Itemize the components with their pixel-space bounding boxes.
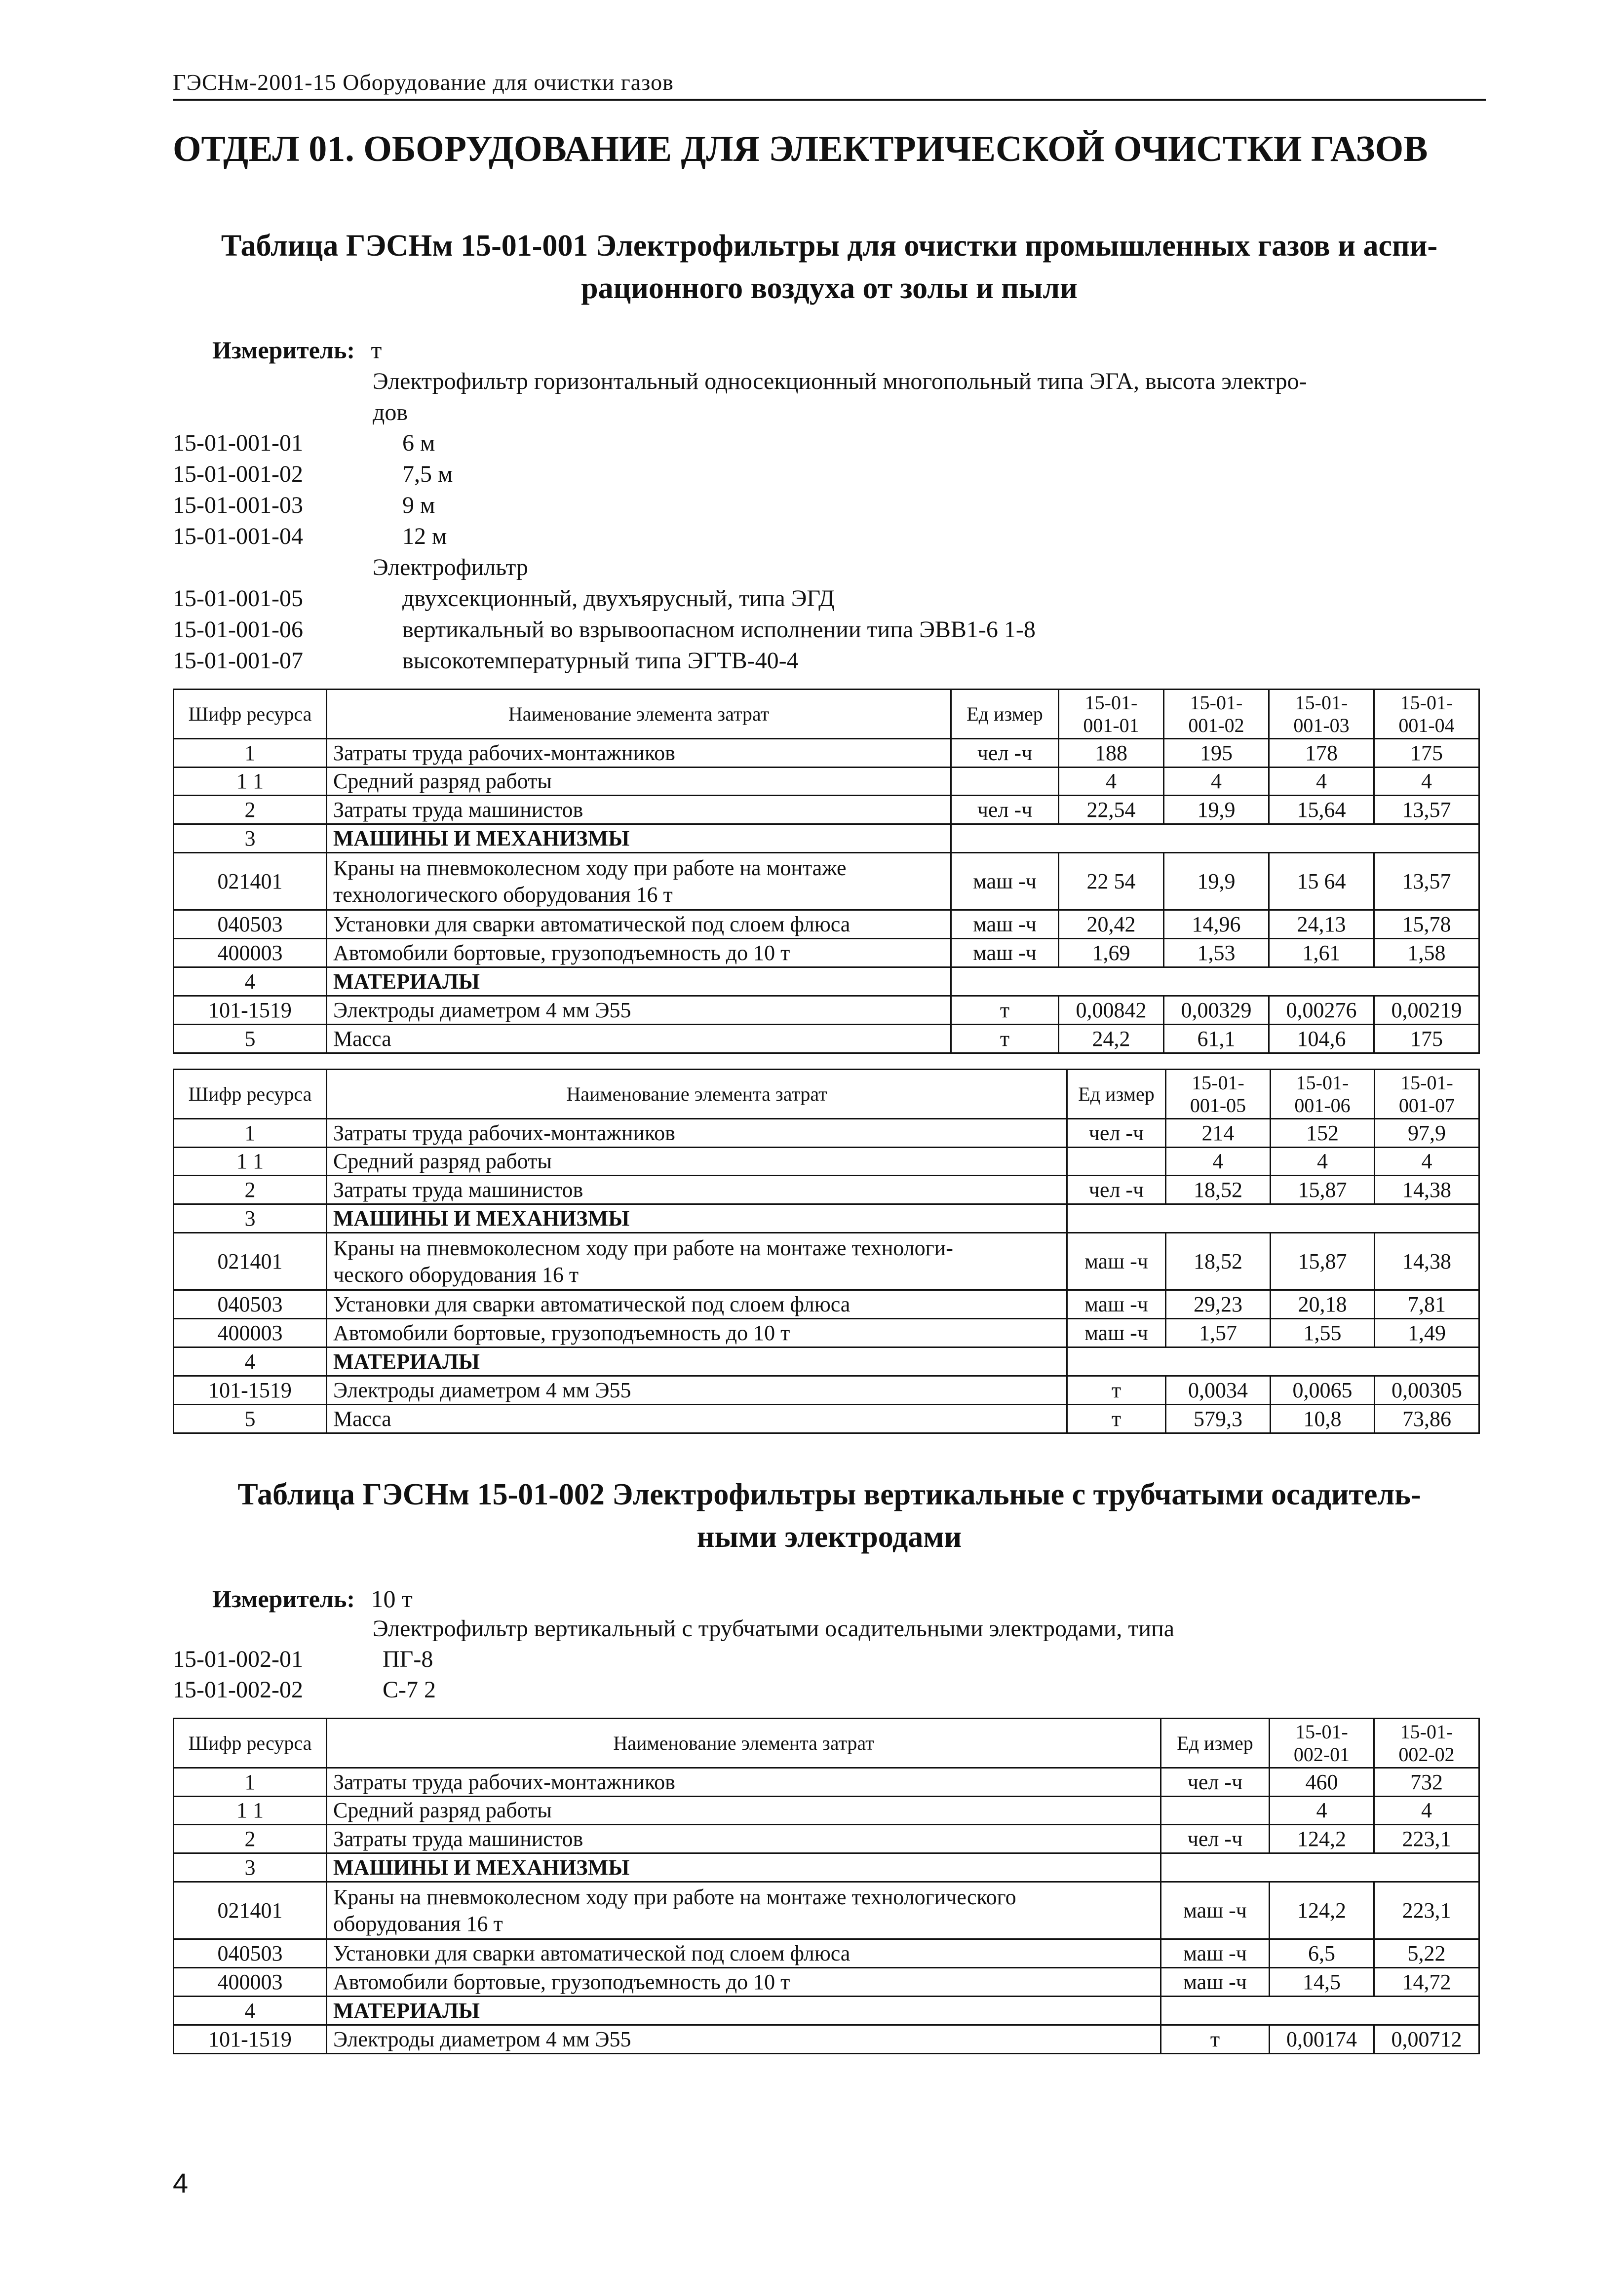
cell-value: 4: [1164, 768, 1269, 796]
cell-name: Установки для сварки автоматической под слоем флюса: [327, 1939, 1161, 1968]
cell-value: 14,5: [1270, 1968, 1374, 1997]
header-norm-code: 15-01- 001-04: [1374, 690, 1479, 739]
header-unit: Ед измер: [1067, 1070, 1166, 1119]
cell-value: 4: [1270, 1797, 1374, 1825]
cell-name: Электроды диаметром 4 мм Э55: [327, 1376, 1067, 1405]
cell-value: 4: [1375, 1148, 1479, 1176]
cell-value: 152: [1271, 1119, 1375, 1148]
cell-value: 15,87: [1271, 1176, 1375, 1204]
cell-code: 3: [174, 1853, 327, 1882]
cell-section-name: МАШИНЫ И МЕХАНИЗМЫ: [327, 824, 951, 853]
cell-code: 400003: [174, 1319, 327, 1347]
table-row: [174, 853, 1479, 910]
cell-value: 97,9: [1375, 1119, 1479, 1148]
cell-value: 5,22: [1374, 1939, 1479, 1968]
cell-code: 2: [174, 796, 327, 824]
table-row: [174, 1797, 1479, 1825]
cell-value: 18,52: [1166, 1176, 1271, 1204]
resource-table-001-01-04: [173, 689, 1480, 1054]
cell-name: Масса: [327, 1025, 951, 1053]
cell-unit: чел -ч: [1067, 1176, 1166, 1204]
table-row: [174, 768, 1479, 796]
cell-unit: чел -ч: [1161, 1825, 1270, 1853]
cell-name: Затраты труда рабочих-монтажников: [327, 1768, 1161, 1797]
table-1-intro-line2: дов: [373, 399, 408, 425]
table-1-title: [173, 225, 1486, 309]
header-norm-code: 15-01- 001-05: [1166, 1070, 1271, 1119]
cell-code: 3: [174, 824, 327, 853]
cell-value: 0,00329: [1164, 996, 1269, 1025]
cell-section-name: МАТЕРИАЛЫ: [327, 1997, 1161, 2025]
cell-value: 15 64: [1269, 853, 1374, 910]
code-list-item: 15-01-001-03: [173, 492, 303, 518]
cell-value: 1,57: [1166, 1319, 1271, 1347]
table-row: [174, 1882, 1479, 1939]
cell-unit: маш -ч: [1067, 1290, 1166, 1319]
cell-value: 4: [1374, 1797, 1479, 1825]
cell-code: 040503: [174, 1939, 327, 1968]
cell-value: 22,54: [1059, 796, 1164, 824]
code-list-desc: 12 м: [402, 523, 447, 549]
table-2-title-line1: Таблица ГЭСНм 15-01-002 Электрофильтры вертикальные с трубчатыми осадитель-: [237, 1478, 1421, 1511]
cell-value: 20,18: [1271, 1290, 1375, 1319]
cell-code: 4: [174, 1347, 327, 1376]
cell-code: 2: [174, 1825, 327, 1853]
cell-code: 101-1519: [174, 2025, 327, 2054]
cell-unit: т: [1067, 1376, 1166, 1405]
cell-value: 29,23: [1166, 1290, 1271, 1319]
cell-value: 1,69: [1059, 939, 1164, 967]
cell-value: 0,00276: [1269, 996, 1374, 1025]
cell-code: 3: [174, 1204, 327, 1233]
cell-value: 1,49: [1375, 1319, 1479, 1347]
table-1-title-line2: рационного воздуха от золы и пыли: [581, 271, 1078, 305]
resource-table-001-05-07: [173, 1069, 1480, 1434]
table-row: [174, 939, 1479, 967]
header-rule: [173, 99, 1486, 101]
cell-code: 1 1: [174, 768, 327, 796]
cell-value: 460: [1270, 1768, 1374, 1797]
cell-name: Масса: [327, 1405, 1067, 1433]
cell-value: 178: [1269, 739, 1374, 768]
cell-value: 1,55: [1271, 1319, 1375, 1347]
cell-code: 4: [174, 1997, 327, 2025]
cell-section-name: МАТЕРИАЛЫ: [327, 967, 951, 996]
cell-unit: т: [951, 996, 1059, 1025]
code-list-desc: 9 м: [402, 492, 435, 518]
cell-unit: маш -ч: [951, 910, 1059, 939]
code-list-item: 15-01-001-02: [173, 461, 303, 487]
meter-value: т: [371, 336, 382, 364]
cell-name: Автомобили бортовые, грузоподъемность до 10 т: [327, 1968, 1161, 1997]
header-name: Наименование элемента затрат: [327, 690, 951, 739]
cell-value: 18,52: [1166, 1233, 1271, 1290]
cell-empty: [1067, 1347, 1479, 1376]
cell-name: Установки для сварки автоматической под слоем флюса: [327, 910, 951, 939]
header-norm-code: 15-01- 001-06: [1271, 1070, 1375, 1119]
cell-unit: [1067, 1148, 1166, 1176]
header-norm-code: 15-01- 002-01: [1270, 1719, 1374, 1768]
cell-unit: маш -ч: [951, 939, 1059, 967]
cell-value: 20,42: [1059, 910, 1164, 939]
table-row: [174, 1768, 1479, 1797]
table-row: [174, 1825, 1479, 1853]
header-norm-code: 15-01- 001-03: [1269, 690, 1374, 739]
code-list-desc: 7,5 м: [402, 461, 453, 487]
cell-code: 400003: [174, 939, 327, 967]
code-list-item: 15-01-001-06: [173, 616, 303, 643]
table-row: [174, 1025, 1479, 1053]
cell-value: 73,86: [1375, 1405, 1479, 1433]
cell-value: 732: [1374, 1768, 1479, 1797]
cell-value: 19,9: [1164, 853, 1269, 910]
code-list-desc: ПГ-8: [383, 1646, 433, 1672]
code-list-desc: С-7 2: [383, 1677, 436, 1703]
table-row: [174, 1939, 1479, 1968]
code-list-item: 15-01-001-05: [173, 585, 303, 612]
table-row: [174, 739, 1479, 768]
code-list-item: 15-01-001-04: [173, 523, 303, 549]
header-name: Наименование элемента затрат: [327, 1719, 1161, 1768]
cell-code: 040503: [174, 1290, 327, 1319]
table-row: [174, 1119, 1479, 1148]
cell-name: Установки для сварки автоматической под слоем флюса: [327, 1290, 1067, 1319]
table-1-title-line1: Таблица ГЭСНм 15-01-001 Электрофильтры для очистки промышленных газов и аспи-: [221, 229, 1438, 263]
cell-unit: маш -ч: [1161, 1882, 1270, 1939]
cell-name: Краны на пневмоколесном ходу при работе на монтаже технологического оборудования 16 т: [327, 853, 951, 910]
table-row: [174, 1176, 1479, 1204]
cell-name: Затраты труда машинистов: [327, 1176, 1067, 1204]
cell-code: 5: [174, 1405, 327, 1433]
cell-value: 14,72: [1374, 1968, 1479, 1997]
cell-unit: [951, 768, 1059, 796]
cell-value: 124,2: [1270, 1825, 1374, 1853]
table-row: [174, 2025, 1479, 2054]
table-row: [174, 1233, 1479, 1290]
code-list-item: 15-01-001-01: [173, 430, 303, 456]
table-row: [174, 996, 1479, 1025]
cell-unit: т: [1161, 2025, 1270, 2054]
cell-value: 22 54: [1059, 853, 1164, 910]
table-row: [174, 1853, 1479, 1882]
table-1-meter: [212, 336, 382, 364]
cell-code: 2: [174, 1176, 327, 1204]
code-list-desc: двухсекционный, двухъярусный, типа ЭГД: [402, 585, 835, 612]
code-list-desc: высокотемпературный типа ЭГТВ-40-4: [402, 648, 799, 674]
cell-value: 6,5: [1270, 1939, 1374, 1968]
cell-value: 104,6: [1269, 1025, 1374, 1053]
cell-name: Средний разряд работы: [327, 1148, 1067, 1176]
cell-code: 021401: [174, 1882, 327, 1939]
cell-value: 214: [1166, 1119, 1271, 1148]
cell-value: 14,38: [1375, 1233, 1479, 1290]
cell-value: 0,0065: [1271, 1376, 1375, 1405]
table-row: [174, 1405, 1479, 1433]
cell-value: 4: [1059, 768, 1164, 796]
cell-value: 13,57: [1374, 796, 1479, 824]
cell-value: 0,0034: [1166, 1376, 1271, 1405]
cell-code: 1 1: [174, 1148, 327, 1176]
table-row: [174, 1347, 1479, 1376]
cell-empty: [951, 824, 1479, 853]
cell-unit: чел -ч: [1161, 1768, 1270, 1797]
cell-value: 19,9: [1164, 796, 1269, 824]
code-list-desc: 6 м: [402, 430, 435, 456]
cell-value: 223,1: [1374, 1825, 1479, 1853]
table-1-intro-line1: Электрофильтр горизонтальный односекционный многопольный типа ЭГА, высота электро-: [373, 368, 1307, 394]
cell-code: 1: [174, 1768, 327, 1797]
header-unit: Ед измер: [951, 690, 1059, 739]
table-row: [174, 1376, 1479, 1405]
cell-unit: т: [951, 1025, 1059, 1053]
cell-value: 1,53: [1164, 939, 1269, 967]
cell-empty: [951, 967, 1479, 996]
table-row: [174, 824, 1479, 853]
page-number: 4: [173, 2167, 189, 2198]
cell-unit: чел -ч: [951, 796, 1059, 824]
header-norm-code: 15-01- 001-07: [1375, 1070, 1479, 1119]
cell-value: 0,00219: [1374, 996, 1479, 1025]
table-header-row: [174, 1719, 1479, 1768]
cell-value: 4: [1269, 768, 1374, 796]
cell-empty: [1161, 1997, 1479, 2025]
cell-value: 4: [1271, 1148, 1375, 1176]
table-row: [174, 910, 1479, 939]
cell-value: 0,00842: [1059, 996, 1164, 1025]
table-1-intro-line3: Электрофильтр: [373, 554, 528, 580]
header-name: Наименование элемента затрат: [327, 1070, 1067, 1119]
cell-value: 4: [1166, 1148, 1271, 1176]
cell-value: 223,1: [1374, 1882, 1479, 1939]
table-header-row: [174, 1070, 1479, 1119]
section-title: ОТДЕЛ 01. ОБОРУДОВАНИЕ ДЛЯ ЭЛЕКТРИЧЕСКОЙ ОЧИСТКИ ГАЗОВ: [173, 129, 1428, 169]
cell-section-name: МАТЕРИАЛЫ: [327, 1347, 1067, 1376]
meter-label: Измеритель:: [212, 336, 355, 364]
table-row: [174, 1997, 1479, 2025]
cell-unit: т: [1067, 1405, 1166, 1433]
resource-table-002: [173, 1718, 1480, 2054]
code-list-item: 15-01-001-07: [173, 648, 303, 674]
cell-value: 1,58: [1374, 939, 1479, 967]
cell-code: 400003: [174, 1968, 327, 1997]
cell-name: Затраты труда машинистов: [327, 796, 951, 824]
meter-label: Измеритель:: [212, 1585, 355, 1613]
cell-value: 14,96: [1164, 910, 1269, 939]
cell-name: Автомобили бортовые, грузоподъемность до 10 т: [327, 1319, 1067, 1347]
cell-value: 0,00174: [1270, 2025, 1374, 2054]
cell-name: Краны на пневмоколесном ходу при работе на монтаже технологи- ческого оборудования 16 т: [327, 1233, 1067, 1290]
code-list-item: 15-01-002-02: [173, 1677, 303, 1703]
table-row: [174, 1148, 1479, 1176]
cell-unit: маш -ч: [1067, 1233, 1166, 1290]
cell-value: 10,8: [1271, 1405, 1375, 1433]
header-code: Шифр ресурса: [174, 690, 327, 739]
cell-name: Затраты труда рабочих-монтажников: [327, 739, 951, 768]
cell-name: Средний разряд работы: [327, 1797, 1161, 1825]
table-2-title-line2: ными электродами: [696, 1520, 962, 1554]
cell-value: 188: [1059, 739, 1164, 768]
cell-name: Затраты труда машинистов: [327, 1825, 1161, 1853]
cell-code: 021401: [174, 1233, 327, 1290]
cell-empty: [1067, 1204, 1479, 1233]
table-row: [174, 796, 1479, 824]
cell-value: 4: [1374, 768, 1479, 796]
table-2-title: [173, 1473, 1486, 1558]
cell-unit: маш -ч: [1067, 1319, 1166, 1347]
cell-name: Краны на пневмоколесном ходу при работе на монтаже технологического оборудования 16 т: [327, 1882, 1161, 1939]
cell-name: Электроды диаметром 4 мм Э55: [327, 996, 951, 1025]
cell-value: 61,1: [1164, 1025, 1269, 1053]
cell-value: 195: [1164, 739, 1269, 768]
cell-value: 14,38: [1375, 1176, 1479, 1204]
table-2-intro: Электрофильтр вертикальный с трубчатыми осадительными электродами, типа: [373, 1616, 1175, 1642]
cell-code: 4: [174, 967, 327, 996]
cell-section-name: МАШИНЫ И МЕХАНИЗМЫ: [327, 1853, 1161, 1882]
cell-code: 040503: [174, 910, 327, 939]
cell-value: 15,87: [1271, 1233, 1375, 1290]
cell-empty: [1161, 1853, 1479, 1882]
table-header-row: [174, 690, 1479, 739]
cell-value: 24,2: [1059, 1025, 1164, 1053]
table-2-meter: [212, 1584, 413, 1613]
cell-unit: [1161, 1797, 1270, 1825]
code-list-desc: вертикальный во взрывоопасном исполнении типа ЭВВ1-6 1-8: [402, 616, 1036, 643]
running-head: ГЭСНм-2001-15 Оборудование для очистки газов: [173, 70, 674, 95]
cell-section-name: МАШИНЫ И МЕХАНИЗМЫ: [327, 1204, 1067, 1233]
cell-value: 7,81: [1375, 1290, 1479, 1319]
header-norm-code: 15-01- 001-02: [1164, 690, 1269, 739]
header-code: Шифр ресурса: [174, 1070, 327, 1119]
header-norm-code: 15-01- 001-01: [1059, 690, 1164, 739]
cell-value: 0,00712: [1374, 2025, 1479, 2054]
cell-unit: маш -ч: [951, 853, 1059, 910]
cell-code: 1 1: [174, 1797, 327, 1825]
meter-value: 10 т: [371, 1585, 413, 1613]
cell-value: 24,13: [1269, 910, 1374, 939]
cell-unit: чел -ч: [951, 739, 1059, 768]
header-unit: Ед измер: [1161, 1719, 1270, 1768]
cell-code: 101-1519: [174, 996, 327, 1025]
cell-value: 124,2: [1270, 1882, 1374, 1939]
cell-value: 175: [1374, 1025, 1479, 1053]
table-row: [174, 1319, 1479, 1347]
cell-value: 0,00305: [1375, 1376, 1479, 1405]
cell-name: Средний разряд работы: [327, 768, 951, 796]
table-row: [174, 1290, 1479, 1319]
header-code: Шифр ресурса: [174, 1719, 327, 1768]
cell-value: 175: [1374, 739, 1479, 768]
cell-unit: маш -ч: [1161, 1968, 1270, 1997]
cell-code: 1: [174, 739, 327, 768]
cell-value: 579,3: [1166, 1405, 1271, 1433]
cell-value: 15,64: [1269, 796, 1374, 824]
cell-code: 101-1519: [174, 1376, 327, 1405]
cell-code: 5: [174, 1025, 327, 1053]
cell-unit: маш -ч: [1161, 1939, 1270, 1968]
cell-name: Электроды диаметром 4 мм Э55: [327, 2025, 1161, 2054]
code-list-item: 15-01-002-01: [173, 1646, 303, 1672]
header-norm-code: 15-01- 002-02: [1374, 1719, 1479, 1768]
cell-value: 1,61: [1269, 939, 1374, 967]
cell-value: 15,78: [1374, 910, 1479, 939]
table-row: [174, 1968, 1479, 1997]
cell-name: Автомобили бортовые, грузоподъемность до 10 т: [327, 939, 951, 967]
table-row: [174, 967, 1479, 996]
cell-value: 13,57: [1374, 853, 1479, 910]
table-row: [174, 1204, 1479, 1233]
cell-code: 021401: [174, 853, 327, 910]
cell-name: Затраты труда рабочих-монтажников: [327, 1119, 1067, 1148]
cell-unit: чел -ч: [1067, 1119, 1166, 1148]
cell-code: 1: [174, 1119, 327, 1148]
